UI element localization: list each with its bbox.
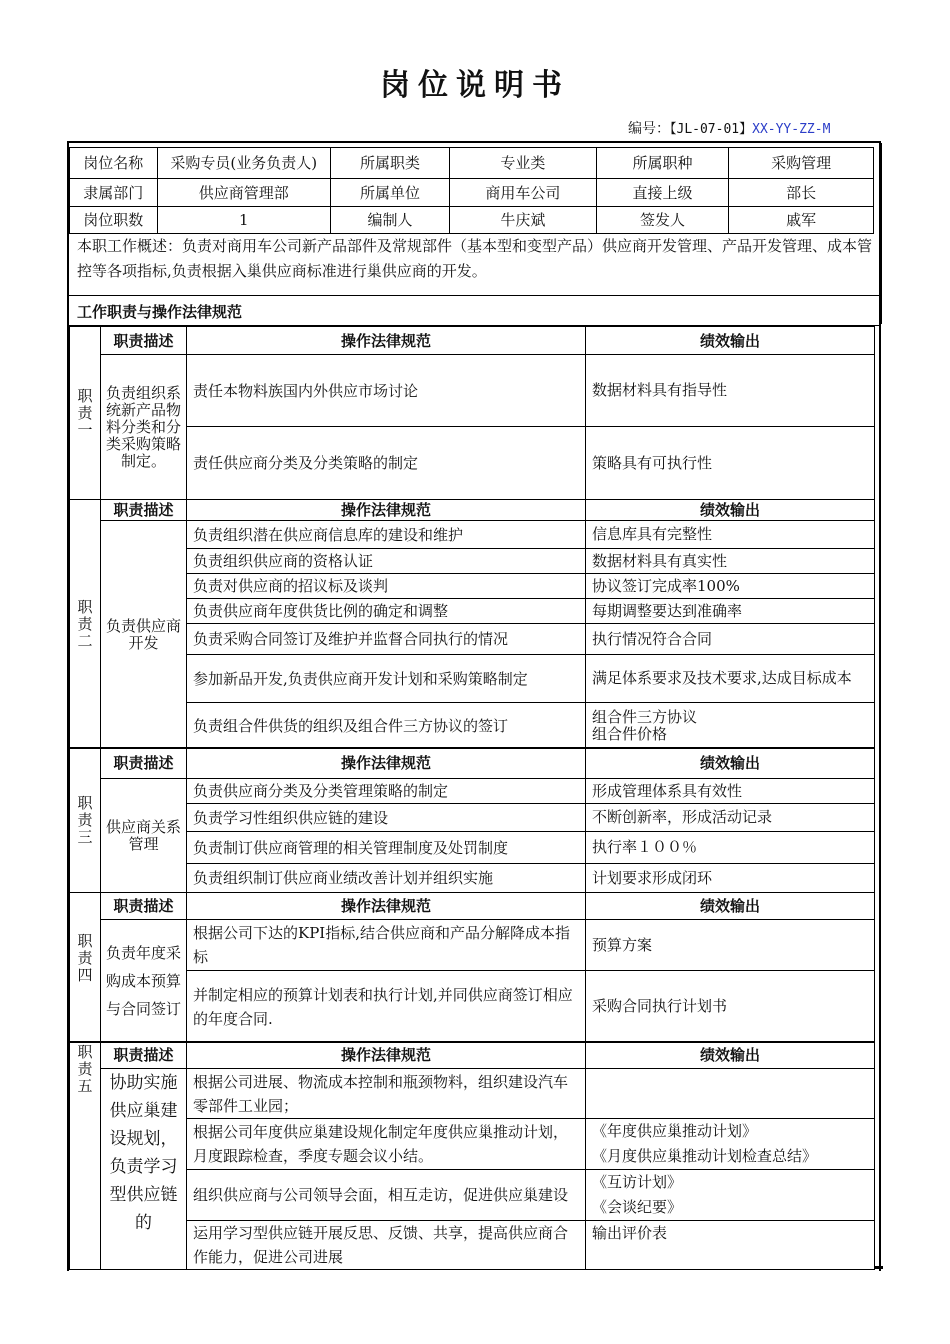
document-title: 岗位说明书 — [380, 68, 570, 103]
info-cell: 商用车公司 — [450, 179, 597, 207]
norm-cell: 负责制订供应商管理的相关管理制度及处罚制度 — [187, 832, 586, 864]
header-output: 绩效输出 — [586, 327, 875, 355]
norm-cell: 负责组织潜在供应商信息库的建设和维护 — [187, 521, 586, 549]
header-desc: 职责描述 — [101, 893, 187, 920]
code-blue: XX-YY-ZZ-M — [752, 122, 831, 137]
output-cell: 形成管理体系具有效性 — [586, 779, 875, 804]
duty-table-4 — [69, 892, 875, 1043]
norm-cell: 运用学习型供应链开展反思、反馈、共享，提高供应商合作能力，促进公司进展 — [187, 1221, 586, 1270]
output-cell: 数据材料具有真实性 — [586, 549, 875, 574]
duty-label: 职责二 — [70, 500, 101, 749]
section-title: 工作职责与操作法律规范 — [69, 297, 881, 326]
output-cell: 组合件三方协议 组合件价格 — [586, 703, 875, 749]
info-cell: 戚军 — [729, 207, 874, 234]
code-label: 编号： — [628, 121, 670, 137]
output-cell: 数据材料具有指导性 — [586, 355, 875, 427]
info-cell: 所属职类 — [330, 148, 449, 179]
info-cell: 岗位名称 — [70, 148, 158, 179]
duty-table-2 — [69, 499, 875, 749]
duty-table-3 — [69, 747, 875, 893]
info-cell: 隶属部门 — [70, 179, 158, 207]
info-cell: 部长 — [729, 179, 874, 207]
duty-desc: 协助实施供应巢建设规划，负责学习型供应链的 — [101, 1069, 187, 1270]
info-cell: 专业类 — [450, 148, 597, 179]
code-black: 【JL-07-01】 — [670, 122, 753, 137]
header-norm: 操作法律规范 — [187, 500, 586, 521]
output-cell: 每期调整要达到准确率 — [586, 599, 875, 624]
norm-cell: 负责组合件供货的组织及组合件三方协议的签订 — [187, 703, 586, 749]
norm-cell: 并制定相应的预算计划表和执行计划,并同供应商签订相应的年度合同. — [187, 971, 586, 1043]
header-norm: 操作法律规范 — [187, 327, 586, 355]
duty-label: 职责五 — [70, 1042, 101, 1270]
norm-cell: 负责采购合同签订及维护并监督合同执行的情况 — [187, 624, 586, 655]
output-cell: 满足体系要求及技术要求,达成目标成本 — [586, 655, 875, 703]
output-cell — [586, 1069, 875, 1119]
header-norm: 操作法律规范 — [187, 748, 586, 779]
output-cell: 执行情况符合合同 — [586, 624, 875, 655]
info-cell: 1 — [157, 207, 330, 234]
duty-label: 职责四 — [70, 893, 101, 1043]
norm-cell: 参加新品开发,负责供应商开发计划和采购策略制定 — [187, 655, 586, 703]
output-cell: 计划要求形成闭环 — [586, 864, 875, 893]
output-cell: 执行率１００％ — [586, 832, 875, 864]
output-cell: 《年度供应巢推动计划》 《月度供应巢推动计划检查总结》 — [586, 1119, 875, 1170]
norm-cell: 责任供应商分类及分类策略的制定 — [187, 427, 586, 500]
info-table — [69, 147, 874, 234]
norm-cell: 负责对供应商的招议标及谈判 — [187, 574, 586, 599]
info-cell: 所属单位 — [330, 179, 449, 207]
duty-table-1 — [69, 326, 875, 500]
header-output: 绩效输出 — [586, 748, 875, 779]
output-cell: 输出评价表 — [586, 1221, 875, 1270]
norm-cell: 负责供应商年度供货比例的确定和调整 — [187, 599, 586, 624]
output-cell: 预算方案 — [586, 920, 875, 971]
duty-desc: 负责年度采购成本预算与合同签订 — [101, 920, 187, 1043]
duty-desc: 供应商关系管理 — [101, 779, 187, 893]
header-desc: 职责描述 — [101, 500, 187, 521]
duty-label: 职责一 — [70, 327, 101, 500]
duty-table-5 — [69, 1041, 875, 1270]
header-desc: 职责描述 — [101, 327, 187, 355]
header-norm: 操作法律规范 — [187, 893, 586, 920]
header-output: 绩效输出 — [586, 1042, 875, 1069]
info-cell: 编制人 — [330, 207, 449, 234]
header-output: 绩效输出 — [586, 500, 875, 521]
norm-cell: 负责组织供应商的资格认证 — [187, 549, 586, 574]
norm-cell: 根据公司进展、物流成本控制和瓶颈物料，组织建设汽车零部件工业园； — [187, 1069, 586, 1119]
info-cell: 所属职种 — [596, 148, 728, 179]
output-cell: 信息库具有完整性 — [586, 521, 875, 549]
info-cell: 牛庆斌 — [450, 207, 597, 234]
norm-cell: 根据公司年度供应巢建设规化制定年度供应巢推动计划，月度跟踪检查，季度专题会议小结。 — [187, 1119, 586, 1170]
norm-cell: 负责组织制订供应商业绩改善计划并组织实施 — [187, 864, 586, 893]
output-cell: 策略具有可执行性 — [586, 427, 875, 500]
info-cell: 采购管理 — [729, 148, 874, 179]
info-cell: 直接上级 — [596, 179, 728, 207]
info-cell: 签发人 — [596, 207, 728, 234]
header-desc: 职责描述 — [101, 1042, 187, 1069]
header-output: 绩效输出 — [586, 893, 875, 920]
info-cell: 供应商管理部 — [157, 179, 330, 207]
document-code — [628, 118, 830, 138]
norm-cell: 根据公司下达的KPI指标,结合供应商和产品分解降成本指标 — [187, 920, 586, 971]
norm-cell: 组织供应商与公司领导会面，相互走访，促进供应巢建设 — [187, 1170, 586, 1221]
job-summary: 本职工作概述：负责对商用车公司新产品部件及常规部件（基本型和变型产品）供应商开发管理、产品开发管理、成本管控等各项指标,负责根据入巢供应商标准进行巢供应商的开发。 — [69, 233, 881, 296]
output-cell: 《互访计划》 《会谈纪要》 — [586, 1170, 875, 1221]
output-cell: 不断创新率，形成活动记录 — [586, 804, 875, 832]
output-cell: 采购合同执行计划书 — [586, 971, 875, 1043]
frame-shadow-bottom — [875, 1266, 883, 1269]
duty-desc: 负责供应商开发 — [101, 521, 187, 749]
header-desc: 职责描述 — [101, 748, 187, 779]
info-cell: 采购专员(业务负责人) — [157, 148, 330, 179]
header-norm: 操作法律规范 — [187, 1042, 586, 1069]
norm-cell: 负责供应商分类及分类管理策略的制定 — [187, 779, 586, 804]
norm-cell: 负责学习性组织供应链的建设 — [187, 804, 586, 832]
info-cell: 岗位职数 — [70, 207, 158, 234]
duty-label: 职责三 — [70, 748, 101, 893]
output-cell: 协议签订完成率100% — [586, 574, 875, 599]
duty-desc: 负责组织系统新产品物料分类和分类采购策略制定。 — [101, 355, 187, 500]
norm-cell: 责任本物料族国内外供应市场讨论 — [187, 355, 586, 427]
